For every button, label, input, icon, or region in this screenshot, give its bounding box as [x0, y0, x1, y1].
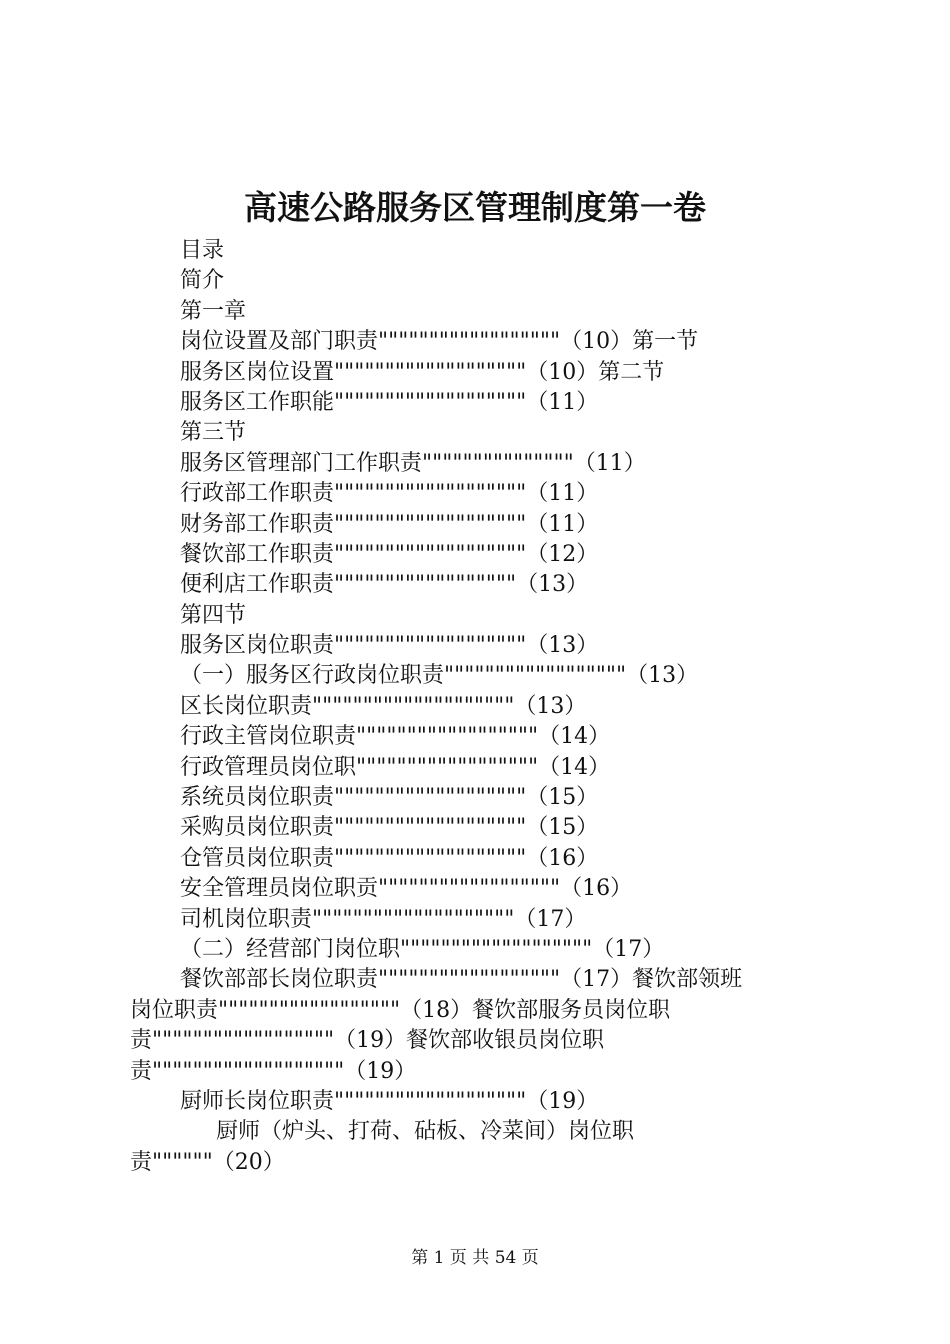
toc-line: 第一章 [180, 298, 247, 324]
toc-line: 岗位设置及部门职责""""""""""""""""""（10）第一节 [180, 329, 699, 355]
toc-line: 第四节 [180, 602, 247, 628]
toc-line: 责""""""""""""""""""（19）餐饮部收银员岗位职 [130, 1028, 605, 1054]
toc-line: （一）服务区行政岗位职责""""""""""""""""""（13） [180, 663, 699, 689]
toc-line: 餐饮部工作职责"""""""""""""""""""（12） [180, 541, 599, 567]
toc-line: 区长岗位职责""""""""""""""""""""（13） [180, 693, 587, 719]
toc-line: 岗位职责""""""""""""""""""（18）餐饮部服务员岗位职 [130, 997, 671, 1023]
toc-line: 餐饮部部长岗位职责""""""""""""""""""（17）餐饮部领班 [180, 967, 743, 993]
toc-line: 便利店工作职责""""""""""""""""""（13） [180, 572, 589, 598]
toc-line: 厨师（炉头、打荷、砧板、冷菜间）岗位职 [216, 1119, 635, 1145]
toc-line: 系统员岗位职责"""""""""""""""""""（15） [180, 785, 599, 811]
toc-line: 服务区岗位职责"""""""""""""""""""（13） [180, 633, 599, 659]
toc-line: 司机岗位职责""""""""""""""""""""（17） [180, 906, 587, 932]
toc-line: 服务区工作职能"""""""""""""""""""（11） [180, 389, 599, 415]
toc-line: 行政部工作职责"""""""""""""""""""（11） [180, 481, 599, 507]
toc-line: 行政管理员岗位职""""""""""""""""""（14） [180, 754, 611, 780]
toc-line: 服务区岗位设置"""""""""""""""""""（10）第二节 [180, 359, 665, 385]
toc-line: 采购员岗位职责"""""""""""""""""""（15） [180, 815, 599, 841]
page-number-footer: 第 1 页 共 54 页 [411, 1248, 539, 1268]
toc-line: 目录 [180, 238, 225, 263]
toc-line: （二）经营部门岗位职"""""""""""""""""""（17） [180, 936, 665, 962]
table-of-contents [130, 236, 832, 1178]
document-title: 高速公路服务区管理制度第一卷 [244, 188, 706, 227]
toc-line: 服务区管理部门工作职责"""""""""""""""（11） [180, 450, 646, 476]
toc-line: 安全管理员岗位职贡""""""""""""""""""（16） [180, 876, 633, 902]
toc-line: 行政主管岗位职责""""""""""""""""""（14） [180, 724, 611, 750]
toc-line: 财务部工作职责"""""""""""""""""""（11） [180, 511, 599, 537]
toc-line: 简介 [180, 268, 225, 294]
toc-line: 责""""""（20） [130, 1149, 285, 1175]
toc-line: 仓管员岗位职责"""""""""""""""""""（16） [180, 845, 599, 871]
toc-line: 责"""""""""""""""""""（19） [130, 1058, 417, 1084]
toc-line: 厨师长岗位职责"""""""""""""""""""（19） [180, 1088, 599, 1114]
toc-line: 第三节 [180, 420, 247, 446]
